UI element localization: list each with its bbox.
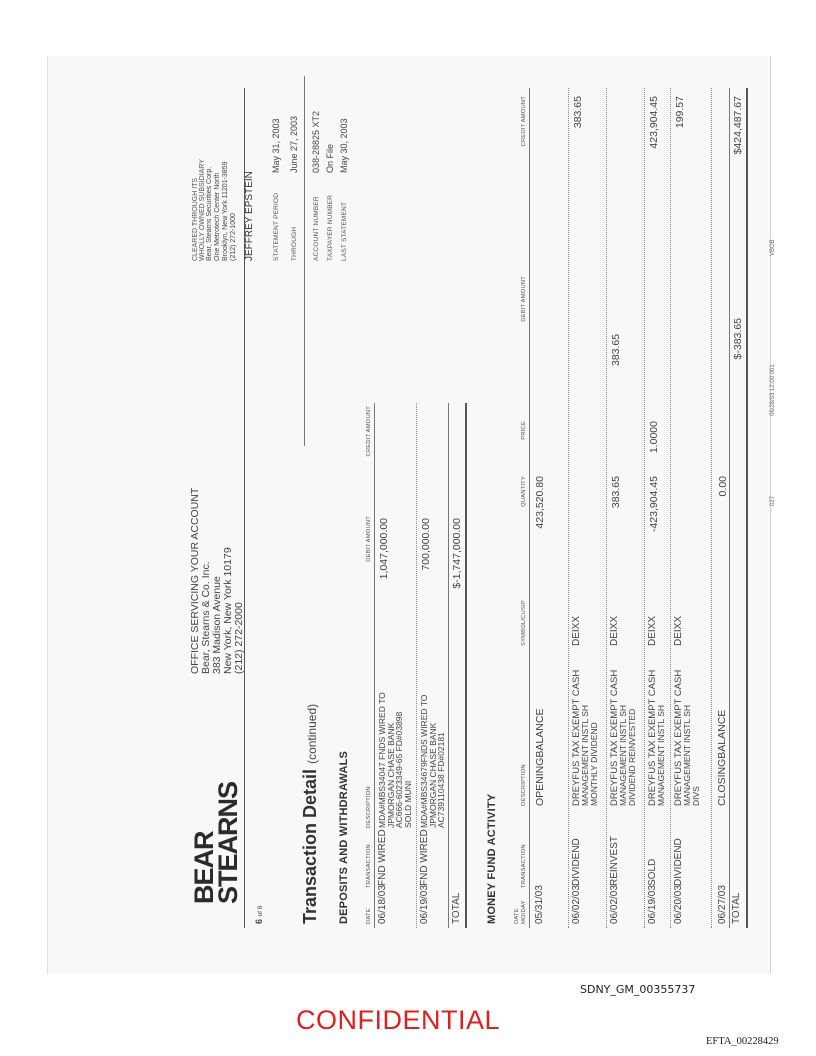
description-line: JPMORGAN CHASE BANK (385, 722, 396, 828)
client-name: JEFFREY EPSTEIN (244, 171, 255, 261)
office-line: Bear, Stearns & Co. Inc. (200, 561, 212, 674)
description-line: AC666-6023349-65 FD#03898 (394, 711, 404, 828)
mf-col-credit: CREDIT AMOUNT (521, 96, 527, 147)
mf-col-quantity: QUANTITY (521, 476, 527, 507)
clearing-block (192, 111, 349, 261)
office-line: (212) 272-2000 (233, 602, 245, 674)
mf-date: 06/19/03 (647, 885, 658, 924)
deposit-date: 06/18/03 (377, 885, 388, 924)
taxpayer-label: TAXPAYER NUMBER (327, 194, 334, 261)
mf-quantity: 423,520.80 (534, 476, 546, 529)
mf-symbol: DEIXX (673, 615, 684, 646)
mf-description (610, 670, 636, 806)
clearing-line: One Metrotech Center North (214, 172, 221, 261)
page-total: of 8 (257, 905, 264, 917)
deposits-total-rule (448, 403, 449, 928)
page-indicator (254, 906, 264, 924)
mf-date: 06/02/03 (609, 885, 620, 924)
logo-line-1: BEAR (189, 831, 219, 904)
footer-code: 027 (770, 495, 776, 506)
deposit-transaction: FND WIRED (419, 829, 430, 886)
through-label: THROUGH (291, 226, 298, 261)
mf-col-moday: MO/DAY (521, 900, 527, 924)
deposit-description (378, 692, 412, 828)
col-transaction: TRANSACTION (366, 844, 372, 888)
title-continued: (continued) (305, 703, 319, 764)
mf-symbol: DEIXX (609, 615, 620, 646)
deposit-debit: 1,047,000.00 (378, 518, 390, 580)
deposit-description (420, 695, 446, 828)
mf-transaction: REINVEST (609, 835, 620, 886)
mf-col-symbol: SYMBOL/CUSIP (521, 600, 527, 646)
row-divider (416, 403, 417, 928)
mf-credit: 383.65 (572, 96, 584, 129)
account-number-row (311, 111, 321, 261)
account-number-label: ACCOUNT NUMBER (313, 196, 320, 261)
description-line: MANAGEMENT INSTL SH (682, 704, 692, 806)
description-line: DIVS (690, 786, 701, 806)
mf-description (572, 670, 598, 806)
mf-description (648, 670, 666, 806)
mf-end-rule (746, 88, 748, 928)
mf-total-debit: $-383.65 (732, 318, 744, 360)
mf-col-debit: DEBIT AMOUNT (521, 276, 527, 322)
mf-date: 06/20/03 (673, 885, 684, 924)
office-servicing-block (190, 488, 245, 674)
description-line: AC739110438 FD#02181 (436, 732, 446, 828)
mf-price: 1.0000 (648, 421, 660, 454)
row-divider (606, 88, 607, 928)
description-line: MANAGEMENT INSTL SH (580, 704, 590, 806)
col-date: DATE (366, 908, 372, 924)
mf-transaction: SOLD (647, 858, 658, 886)
mf-col-description: DESCRIPTION (521, 764, 527, 806)
description-line: MDA#MBS34047 FNDS WIRED TO (377, 692, 387, 828)
mf-header-rule (529, 88, 530, 928)
mf-credit: 423,904.45 (648, 96, 660, 149)
last-statement-row (339, 111, 349, 261)
client-rule (304, 76, 305, 446)
rotated-statement (94, 70, 784, 946)
through-value: June 27, 2003 (289, 115, 299, 173)
deposits-total-debit: $-1,747,000.00 (451, 518, 463, 589)
description-line: JPMORGAN CHASE BANK (427, 722, 438, 828)
mf-col-transaction: TRANSACTION (521, 844, 527, 888)
office-line: 383 Madison Avenue (211, 576, 223, 674)
col-debit: DEBIT AMOUNT (366, 516, 372, 562)
statement-period-value: May 31, 2003 (271, 118, 281, 173)
mf-description (674, 670, 700, 806)
mf-col-date: DATE (514, 908, 520, 924)
through-row (289, 111, 299, 261)
mf-transaction: DIVIDEND (673, 838, 684, 886)
mf-date: 06/02/03 (571, 885, 582, 924)
bates-number: SDNY_GM_00355737 (580, 983, 696, 996)
description-line: DREYFUS TAX EXEMPT CASH (571, 669, 582, 806)
office-line: OFFICE SERVICING YOUR ACCOUNT (189, 487, 201, 674)
last-statement-label: LAST STATEMENT (341, 201, 348, 261)
page-number: 6 (254, 918, 264, 924)
bear-stearns-logo (189, 781, 243, 904)
description-line: SOLD MUNI (402, 780, 413, 828)
confidential-stamp: CONFIDENTIAL (296, 1005, 501, 1035)
row-divider (568, 88, 569, 928)
mf-quantity: -423,904.45 (648, 476, 660, 533)
deposits-end-rule (465, 403, 467, 928)
mf-total-rule (729, 88, 730, 928)
money-fund-heading: MONEY FUND ACTIVITY (486, 793, 498, 924)
description-line: DREYFUS TAX EXEMPT CASH (647, 669, 658, 806)
col-description: DESCRIPTION (366, 786, 372, 828)
footer-code: VBOB (770, 239, 776, 256)
mf-debit: 383.65 (610, 333, 622, 366)
description-line: DREYFUS TAX EXEMPT CASH (673, 669, 684, 806)
clearing-line: Brooklyn, New York 11201-3859 (222, 161, 229, 261)
mf-date: 05/31/03 (534, 885, 545, 924)
deposits-header-rule (374, 403, 375, 928)
description-line: MDA#MBS34679FNDS WIRED TO (419, 694, 429, 828)
row-divider (711, 88, 712, 928)
description-line: DREYFUS TAX EXEMPT CASH (609, 669, 620, 806)
clearing-line: Bear, Stearns Securities Corp. (206, 166, 213, 261)
mf-transaction: DIVIDEND (571, 838, 582, 886)
page-title (300, 704, 321, 924)
description-line: MANAGEMENT INSTL SH (618, 704, 628, 806)
mf-date: 06/27/03 (717, 885, 728, 924)
mf-credit: 199.57 (674, 96, 686, 129)
mf-description: CLOSINGBALANCE (716, 709, 728, 806)
deposit-date: 06/19/03 (419, 885, 430, 924)
title-text: Transaction Detail (300, 768, 320, 924)
description-line: MONTHLY DIVIDEND (588, 722, 599, 806)
description-line: DIVIDEND REINVESTED (626, 708, 637, 806)
deposits-heading: DEPOSITS AND WITHDRAWALS (338, 750, 350, 924)
mf-quantity: 0.00 (717, 476, 729, 497)
deposit-debit: 700,000.00 (420, 518, 432, 571)
logo-line-2: STEARNS (213, 781, 243, 904)
mf-total-credit: $424,487.67 (732, 96, 744, 155)
clearing-line: CLEARED THROUGH ITS (192, 177, 199, 261)
account-number-value: 038-28825 XT2 (311, 110, 321, 173)
mf-symbol: DEIXX (571, 615, 582, 646)
description-line: MANAGEMENT INSTL SH (656, 704, 666, 806)
efta-number: EFTA_00228429 (706, 1036, 779, 1047)
statement-period-label: STATEMENT PERIOD (273, 192, 280, 261)
mf-col-price: PRICE (521, 421, 527, 440)
mf-symbol: DEIXX (647, 615, 658, 646)
footer-timestamp: 06/28/03 12:00 001 (770, 364, 776, 416)
last-statement-value: May 30, 2003 (339, 118, 349, 173)
col-credit: CREDIT AMOUNT (366, 406, 372, 457)
taxpayer-value: On File (325, 143, 335, 173)
mf-description: OPENINGBALANCE (534, 708, 546, 806)
scanned-page (47, 56, 776, 974)
mf-total-label: TOTAL (731, 892, 742, 924)
row-divider (670, 88, 671, 928)
mf-quantity: 383.65 (610, 476, 622, 509)
row-divider (644, 88, 645, 928)
deposit-transaction: FND WIRED (377, 829, 388, 886)
deposits-total-label: TOTAL (451, 892, 462, 924)
statement-period-row (271, 111, 281, 261)
statement-info (271, 111, 349, 261)
clearing-line: WHOLLY OWNED SUBSIDIARY (199, 159, 206, 261)
clearing-line: (212) 272-1000 (230, 213, 237, 261)
office-line: New York, New York 10179 (222, 547, 234, 674)
taxpayer-row (325, 111, 335, 261)
